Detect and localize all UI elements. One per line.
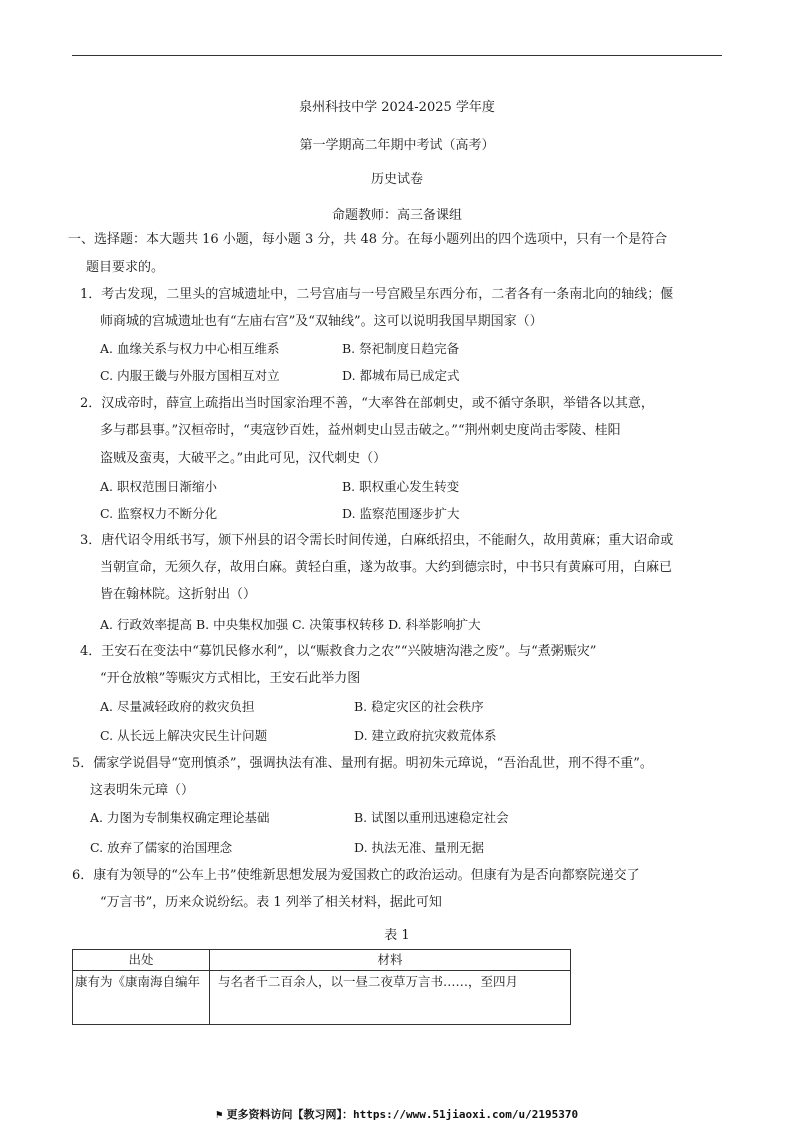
q2-stem-line3: 盗贼及蛮夷，大破平之。”由此可见，汉代刺史（） [100, 451, 387, 466]
q1-stem-line2: 师商城的宫城遗址也有“左庙右宫”及“双轴线”。这可以说明我国早期国家（） [100, 314, 543, 329]
q5-option-d: D. 执法无准、量刑无据 [354, 840, 485, 855]
q5-option-c: C. 放弃了儒家的治国理念 [90, 840, 233, 855]
q3-options: A. 行政效率提高 B. 中央集权加强 C. 决策事权转移 D. 科举影响扩大 [100, 617, 481, 632]
q5-stem-line1: 5．儒家学说倡导“宽刑慎杀”，强调执法有准、量刑有据。明初朱元璋说，“吾治乱世，刑不得不重”。 [72, 756, 653, 771]
table-header-material: 材料 [210, 950, 571, 971]
q2-option-b: B. 职权重心发生转变 [342, 479, 460, 494]
q3-stem-line1: 3．唐代诏令用纸书写，颁下州县的诏令需长时间传递，白麻纸招虫，不能耐久，故用黄麻；重大诏命或 [80, 533, 674, 548]
q4-stem-line1: 4．王安石在变法中“募饥民修水利”，以“赈救食力之农”“兴陂塘沟港之废”。与“煮粥赈灾” [80, 644, 597, 659]
table-header-row [73, 950, 571, 971]
flag-icon: ⚑ [215, 1108, 223, 1121]
table-row [73, 971, 571, 1025]
q5-option-a: A. 力图为专制集权确定理论基础 [90, 810, 270, 825]
q3-stem-line3: 皆在翰林院。这折射出（） [100, 587, 257, 602]
q2-option-a: A. 职权范围日渐缩小 [100, 479, 217, 494]
school-year-title: 泉州科技中学 2024-2025 学年度 [299, 100, 495, 115]
q2-option-d: D. 监察范围逐步扩大 [342, 506, 460, 521]
q6-stem-line1: 6．康有为领导的“公车上书”使维新思想发展为爱国救亡的政治运动。但康有为是否向都察院递交了 [72, 868, 640, 883]
q4-option-b: B. 稳定灾区的社会秩序 [354, 699, 484, 714]
q6-stem-line2: “万言书”，历来众说纷纭。表 1 列举了相关材料，据此可知 [100, 895, 442, 910]
q1-option-a: A. 血缘关系与权力中心相互维系 [100, 341, 280, 356]
q4-stem-line2: “开仓放粮”等赈灾方式相比，王安石此举力图 [100, 671, 361, 686]
table-cell-source: 康有为《康南海自编年 [73, 971, 210, 1025]
footer-link[interactable] [0, 1106, 794, 1122]
q1-option-b: B. 祭祀制度日趋完备 [342, 341, 460, 356]
q1-option-d: D. 都城布局已成定式 [342, 368, 460, 383]
subject-title: 历史试卷 [370, 172, 423, 187]
section-instructions-line2: 题目要求的。 [86, 260, 165, 275]
header-rule [72, 55, 722, 56]
q1-option-c: C. 内服王畿与外服方国相互对立 [100, 368, 280, 383]
table-cell-material: 与名者千二百余人，以一昼二夜草万言书……，至四月 [210, 971, 571, 1025]
setter-line: 命题教师：高三备课组 [331, 208, 462, 223]
q2-stem-line2: 多与郡县事。”汉桓帝时，“夷寇钞百姓，益州刺史山昱击破之。”“荆州刺史度尚击零陵、桂阳 [100, 423, 621, 438]
q2-option-c: C. 监察权力不断分化 [100, 506, 218, 521]
table-header-source: 出处 [73, 950, 210, 971]
exam-name-title: 第一学期高二年期中考试（高考） [299, 138, 495, 153]
footer-text[interactable]: 更多资料访问【教习网】：https://www.51jiaoxi.com/u/2195370 [226, 1108, 579, 1121]
q5-stem-line2: 这表明朱元璋（） [90, 783, 195, 798]
q3-stem-line2: 当朝宣命，无须久存，故用白麻。黄轻白重，遂为故事。大约到德宗时，中书只有黄麻可用，白麻已 [100, 560, 673, 575]
table-caption: 表 1 [384, 928, 410, 943]
q4-option-d: D. 建立政府抗灾救荒体系 [354, 728, 497, 743]
q1-stem-line1: 1．考古发现，二里头的宫城遗址中，二号宫庙与一号宫殿呈东西分布，二者各有一条南北向的轴线；偃 [80, 287, 674, 302]
q4-option-a: A. 尽量减轻政府的救灾负担 [100, 699, 255, 714]
materials-table [72, 949, 571, 1025]
q4-option-c: C. 从长远上解决灾民生计问题 [100, 728, 268, 743]
q5-option-b: B. 试图以重刑迅速稳定社会 [354, 810, 509, 825]
q2-stem-line1: 2．汉成帝时，薛宣上疏指出当时国家治理不善，“大率咎在部刺史，或不循守条职，举错各以其意， [80, 396, 654, 411]
section-instructions-line1: 一、选择题：本大题共 16 小题，每小题 3 分，共 48 分。在每小题列出的四个选项中，只有一个是符合 [68, 232, 668, 247]
